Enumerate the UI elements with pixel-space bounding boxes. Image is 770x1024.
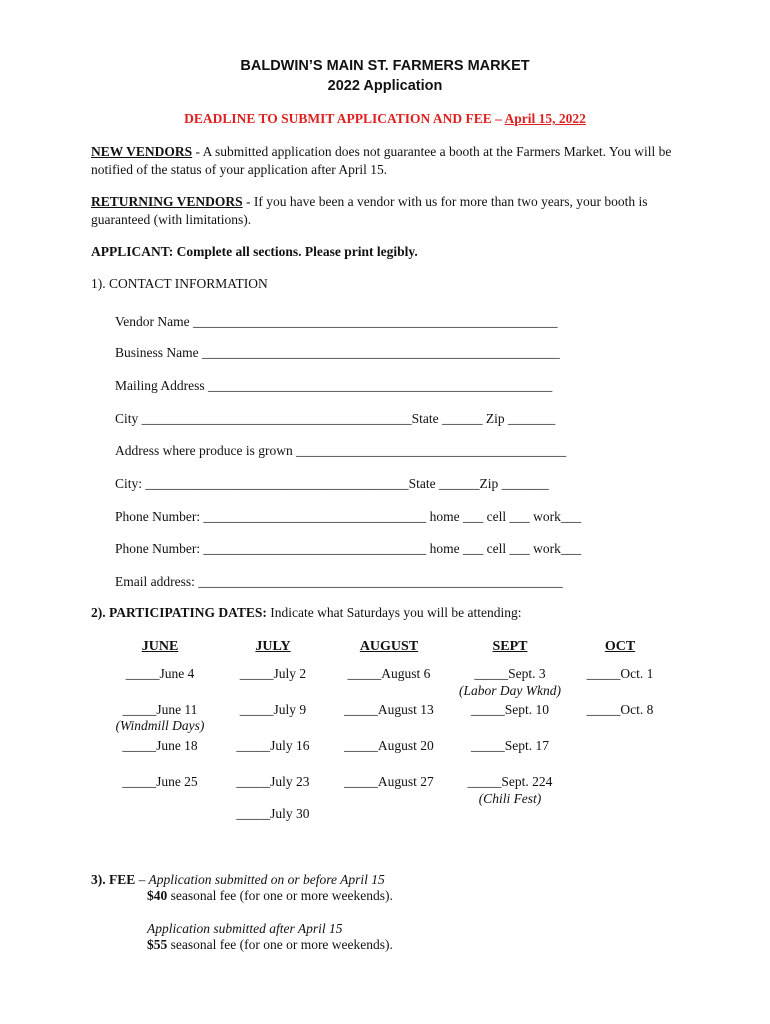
date-august-20[interactable]: _____August 20 (344, 738, 434, 753)
month-header-oct: OCT (604, 639, 636, 654)
contact-heading: 1). CONTACT INFORMATION (91, 276, 268, 291)
applicant-note: APPLICANT: Complete all sections. Please print legibly. (91, 244, 418, 259)
date-august-6[interactable]: _____August 6 (347, 666, 431, 681)
date-sept-3[interactable]: _____Sept. 3 (474, 666, 546, 681)
date-july-16[interactable]: _____July 16 (236, 738, 310, 753)
date-july-30[interactable]: _____July 30 (236, 806, 310, 821)
deadline-prefix: DEADLINE TO SUBMIT APPLICATION AND FEE – (184, 111, 505, 126)
deadline-date: April 15, 2022 (504, 111, 586, 126)
new-vendors-label: NEW VENDORS (91, 144, 193, 159)
mailing-address-field[interactable]: Mailing Address ___________________________________________________ (115, 378, 553, 393)
vendor-name-field[interactable]: Vendor Name ______________________________________________________ (115, 314, 558, 329)
date-june-11[interactable]: _____June 11 (122, 702, 198, 717)
date-june-25[interactable]: _____June 25 (122, 774, 198, 789)
fee-late-amount: $55 (147, 937, 168, 952)
date-sept-17[interactable]: _____Sept. 17 (470, 738, 549, 753)
fee-late-label: Application submitted after April 15 (147, 921, 343, 936)
date-july-2[interactable]: _____July 2 (239, 666, 307, 681)
fee-heading-line (91, 872, 385, 888)
returning-vendors-label: RETURNING VENDORS (91, 194, 243, 209)
page-title: BALDWIN’S MAIN ST. FARMERS MARKET (240, 58, 530, 74)
deadline-notice (0, 111, 770, 127)
date-july-23[interactable]: _____July 23 (236, 774, 310, 789)
email-address-field[interactable]: Email address: ______________________________________________________ (115, 574, 563, 589)
returning-vendors-text: - If you have been a vendor with us for more than two years, your booth is guaranteed (with limitations). (91, 194, 648, 227)
new-vendors-paragraph (91, 143, 691, 179)
date-august-13[interactable]: _____August 13 (344, 702, 434, 717)
city-state-zip-field[interactable]: City ________________________________________State ______ Zip _______ (115, 411, 556, 426)
month-header-august: AUGUST (359, 639, 419, 654)
note-chili-fest: (Chili Fest) (478, 791, 542, 806)
fee-early-label: – Application submitted on or before April 15 (135, 872, 385, 887)
page-subtitle: 2022 Application (327, 78, 443, 94)
fee-early-amount: $40 (147, 888, 168, 903)
note-windmill-days: (Windmill Days) (115, 718, 205, 733)
fee-heading: 3). FEE (91, 872, 136, 887)
note-labor-day: (Labor Day Wknd) (459, 683, 561, 698)
month-header-july: JULY (255, 639, 291, 654)
dates-instruction: Indicate what Saturdays you will be attending: (266, 605, 522, 620)
date-june-4[interactable]: _____June 4 (125, 666, 195, 681)
date-oct-1[interactable]: _____Oct. 1 (586, 666, 654, 681)
date-june-18[interactable]: _____June 18 (122, 738, 198, 753)
dates-heading: 2). PARTICIPATING DATES: (91, 605, 267, 620)
phone-number-1-field[interactable]: Phone Number: _________________________________ home ___ cell ___ work___ (115, 509, 582, 524)
date-july-9[interactable]: _____July 9 (239, 702, 307, 717)
produce-city-state-zip-field[interactable]: City: _______________________________________State ______Zip _______ (115, 476, 549, 491)
business-name-field[interactable]: Business Name _____________________________________________________ (115, 345, 560, 360)
date-sept-24[interactable]: _____Sept. 224 (467, 774, 553, 789)
new-vendors-text: - A submitted application does not guarantee a booth at the Farmers Market. You will be notified of the status of your application after April 15. (91, 144, 672, 177)
fee-late-text: seasonal fee (for one or more weekends). (167, 937, 393, 952)
date-oct-8[interactable]: _____Oct. 8 (586, 702, 654, 717)
date-august-27[interactable]: _____August 27 (344, 774, 434, 789)
returning-vendors-paragraph (91, 193, 691, 229)
fee-early-line (147, 888, 393, 904)
dates-heading-line (91, 605, 521, 621)
month-header-sept: SEPT (492, 639, 528, 654)
fee-early-text: seasonal fee (for one or more weekends). (167, 888, 393, 903)
date-sept-10[interactable]: _____Sept. 10 (470, 702, 549, 717)
month-header-june: JUNE (141, 639, 179, 654)
phone-number-2-field[interactable]: Phone Number: _________________________________ home ___ cell ___ work___ (115, 541, 582, 556)
fee-late-line (147, 937, 393, 953)
produce-address-field[interactable]: Address where produce is grown ________________________________________ (115, 443, 567, 458)
